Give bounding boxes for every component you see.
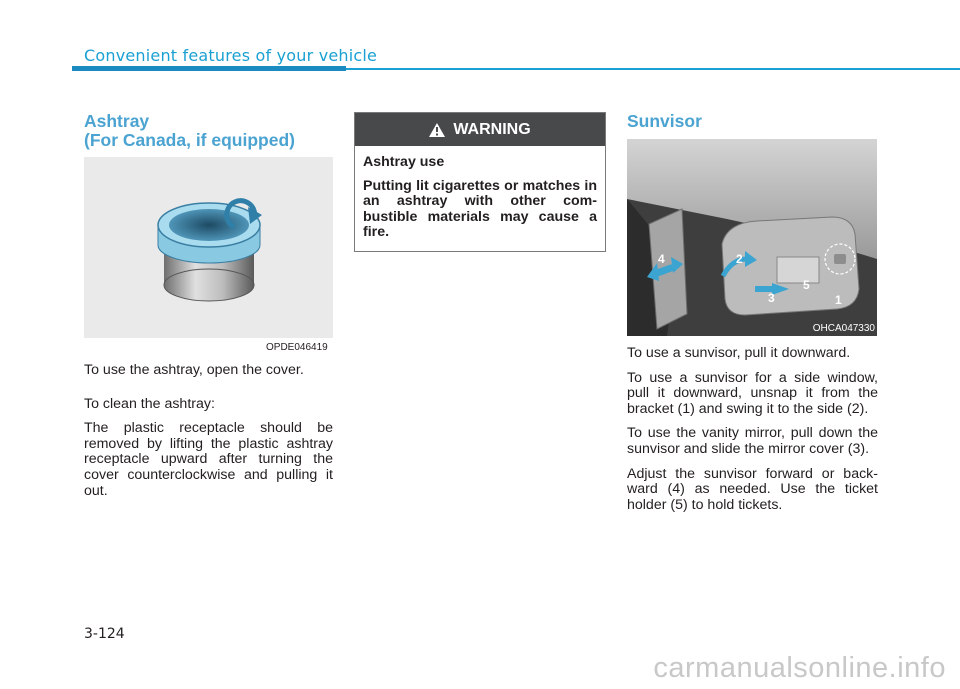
warning-header [355, 113, 605, 146]
warning-subtitle: Ashtray use [363, 154, 445, 170]
ashtray-section-title [84, 112, 295, 150]
sunvisor-figure [627, 139, 877, 336]
ashtray-paragraph-3: The plastic receptacle should be removed by lifting the plastic ashtray receptacle upward after turning the cover counterclockwise and pulling it out. [84, 420, 333, 499]
ashtray-title-line1: Ashtray [84, 111, 150, 131]
ashtray-illustration [84, 157, 333, 338]
header-bar [72, 66, 346, 71]
ashtray-paragraph-1: To use the ashtray, open the cover. [84, 362, 304, 378]
page-number: 3-124 [84, 626, 125, 642]
sunvisor-body-text [627, 346, 878, 522]
sunvisor-section-title: Sunvisor [627, 111, 702, 131]
sunvisor-paragraph-3: To use the vanity mirror, pull down the sunvisor and slide the mirror cover (3). [627, 425, 878, 457]
sunvisor-figure-code: OHCA047330 [812, 323, 875, 334]
callout-1: 1 [835, 293, 842, 307]
ashtray-figure [84, 157, 333, 338]
warning-body [355, 146, 605, 241]
warning-label: WARNING [453, 120, 531, 138]
header-rule [346, 68, 960, 70]
ashtray-paragraph-2: To clean the ashtray: [84, 395, 215, 412]
callout-4: 4 [658, 252, 665, 266]
warning-text: Putting lit cigarettes or matches in an ashtray with other com-bustible materials may cause a fire. [363, 177, 597, 241]
warning-triangle-icon [429, 123, 445, 137]
sunvisor-illustration [627, 139, 877, 336]
sunvisor-paragraph-2: To use a sunvisor for a side window, pull it downward, unsnap it from the bracket (1) and swing it to the side (2). [627, 369, 878, 417]
callout-2: 2 [736, 252, 743, 266]
sunvisor-paragraph-1: To use a sunvisor, pull it downward. [627, 345, 851, 361]
ashtray-title-line2: (For Canada, if equipped) [84, 130, 295, 150]
watermark: carmanualsonline.info [653, 652, 946, 684]
sunvisor-paragraph-4: Adjust the sunvisor forward or back-ward (4) as needed. Use the ticket holder (5) to hold tickets. [627, 465, 878, 513]
ashtray-body-text [84, 363, 333, 508]
warning-box [354, 112, 606, 252]
callout-5: 5 [803, 278, 810, 292]
callout-3: 3 [768, 291, 775, 305]
header-title: Convenient features of your vehicle [84, 46, 378, 65]
ashtray-figure-code: OPDE046419 [266, 342, 328, 353]
